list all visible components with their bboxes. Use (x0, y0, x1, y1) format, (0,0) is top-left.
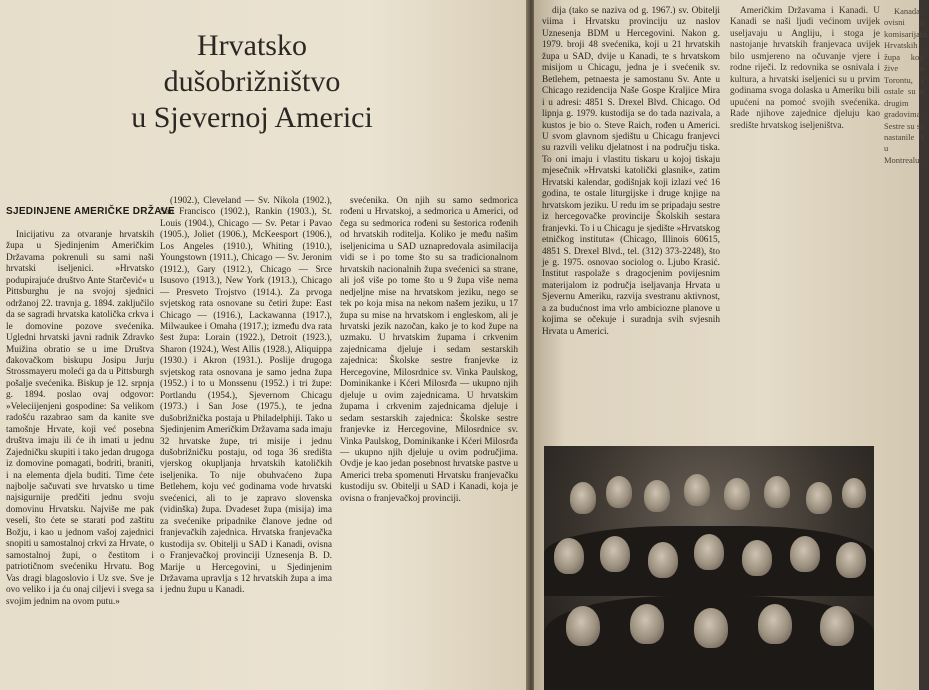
title-line-1: Hrvatsko dušobrižništvo (163, 29, 341, 99)
article-title (112, 28, 392, 136)
person-head (724, 478, 750, 510)
person-head (644, 480, 670, 512)
person-head (694, 534, 724, 570)
text-column-5 (730, 6, 880, 444)
person-head (694, 608, 728, 648)
person-head (606, 476, 632, 508)
text-column-6 (884, 6, 929, 636)
person-head (600, 536, 630, 572)
person-head (820, 606, 854, 646)
paragraph: Američkim Državama i Kanadi. U Kanadi se naši ljudi većinom uvijek useljavaju u Angliju, i stoga je nastojanje hrvatskih franjevaca uvijek bilo usmjereno na očuvanje vjere i rodne riječi. Iz redovnika se osnivala i kultura, a hrvatski iseljenici su u prvim godinama svoga dolaska u Ameriku bili upućeni na pomoć svojih svećenika. Rade njihove zajednice djeluju kao središte hrvatskog iseljeništva. (730, 6, 880, 131)
paragraph: Inicijativu za otvaranje hrvatskih župa u Sjedinjenim Američkim Državama pokrenuli su sami naši hrvatski iseljenici. »Hrvatsko podupirajuće društvo Ante Starčević« u Pittsburghu je na svojoj sjednici održanoj 22. travnja g. 1894. zaključilo da se sagradi hrvatska katolička crkva i le domovine pozove svećenika. Ugledni hrvatski javni radnik Zdravko Muižina obratio se u ime Društva đakovačkom biskupu Josipu Jurju Strossmayeru moleći ga da u Pittsburgh pošalje svećenika. Biskup je 12. srpnja g. 1894. poslao ovaj odgovor: »Veleciijenjeni gospodine: Sa velikom radošću razabrao sam da kanite sve tamošnje Hrvate, koji već posebna društva imaju ili će ih imati u jednu Zajedničku skupiti i tako jedan drugoga iz domovine pomagati, bodriti, braniti, i na elementa djela buditi. Time ćete najbolje sačuvati sve hrvatsko u time najsigurnije predčiti jednu svoju domovinu Hrvatsku. Najviše me pak veseli, što ćete se starati pod zaštitu Božju, i kao u jednom vašoj zajednici snopiti u samostalnoj crkvi za Hrvate, o samostalnoj župi, o čestitom i patriotičnom svećeniku Hrvatu. Bog Vas dragi blagoslovio i Uz sve. Sve je ovo veliko i ja ću onaj ciljevi i svega sa svojim jednim na ovom putu.» (6, 230, 154, 607)
person-head (684, 474, 710, 506)
person-head (790, 536, 820, 572)
paragraph: (1902.), Cleveland — Sv. Nikola (1902.), San Francisco (1902.), Rankin (1903.), St. Louis (1904.), Chicago — Sv. Petar i Pavao (1905.), Joliet (1906.), McKeesport (1906.), Los Angeles (1910.), Whiting (1910.), Youngstown (1911.), Chicago — Sv. Jeronim (1912.), Gary (1912.), Chicago — Srce Isusovo (1913.), New York (1913.), Chicago — Presveto Trojstvo (1914.). Za prvoga svjetskog rata osnovane su četiri župe: East Chicago — (1916.), Lackawanna (1917.), Milwaukee i Omaha (1917.); između dva rata šest župa: Lorain (1922.), Detroit (1923.), Sharon (1924.), West Allis (1928.), Aliquippa (1930.) i Akron (1931.). Poslije drugoga svjetskog rata osnovana je samo jedna župa (1952.) i to u Monssenu (1952.) i tri župe: Portlandu (1954.), Sjevernom Chicagu (1973.) i San Jose (1975.), te jedna dušobrižnička postaja u Philadelphiji. Tako u Sjedinjenim Američkim Državama sada imaju 32 hrvatske župe, tri misije i jednu dušobrižničku postaju, od toga 36 središta vjerskog okupljanja hrvatskih katoličkih iseljenika. To nije obuhvaćeno župa Betlehem, koju već godinama vode hrvatski svećenici, ali to je zapravo slovenska (vidinška) župa. Dvadeset župa (misija) ima za svećenike pripadnike članove jedne od franjevačkih zajednica. Hrvatska franjevačka kustodija sv. Obitelji u SAD i Kanadi, ovisna o Franjevačkoj provinciji Uznesenja B. D. Marije u Hercegovini, u Sjedinjenim Državama upravlja s 12 hrvatskih župa a ima i jednu župu u Kanadi. (160, 196, 332, 596)
paragraph: Kanada, ovisni o komisarijatu. Hrvatskih župa koji žive u Torontu, a ostale su u drugim gradovima. Sestre su se nastanile i u Montrealu. (884, 6, 929, 165)
person-head (648, 542, 678, 578)
person-head (742, 540, 772, 576)
paragraph: dija (tako se naziva od g. 1967.) sv. Obitelji viima i Hrvatsku provinciju uz naslov Uznesenja BDM u Hercegovini. Nakon g. 1979. broji 48 svećenika, koji u 21 hrvatskih župa u SAD, dvije u Kanadi, te s hrvatskom misijom u Chicagu, jedna je i svećenik sv. Betlehem, petnaesta je samostanu Sv. Ante u Chicago rezidencija Naše Gospe Kraljice Mira i u adresi: 4851 S. Drexel Blvd. Chicago. Od lipnja g. 1979. kustodija se do tada nazivala, a kustos je bio o. Steve Raich, rođen u Americi. U svom glavnom sjedištu u Chicagu franjevci su razvili veliku djelatnost i na području tiska. To oni imaju i vlastitu tiskaru u kojoj tiskaju mjesečnik »Hrvatski katolički glasnik«, zatim Hrvatski kalendar, godišnjak koji izlazi već 16 godina, te ostale liturgijske i druge knjige na hrvatskom jeziku. U redu im se pripadaju sestre iz hercegovačke provincije Školskih sestara franjevki. To i u Chicagu je sjedište »Hrvatskog etničkog instituta« (Chicago, Illinois 60615, 4851 S. Drexel Blvd., tel. (312) 373-2248), što je g. 1975. osnovao sociolog o. Ljubo Krasić. Institut raspolaže s dragocjenim povijesnim materijalom iz područja iseljavanja Hrvata u Sjevernu Ameriku, razvija svestranu aktivnost, a za budućnost ima vrlo ambiciozne planove u kojima se očekuje i suradnja svih svjesnih Hrvata u Americi. (542, 6, 720, 337)
person-head (758, 604, 792, 644)
text-column-1 (6, 230, 154, 688)
title-line-2: u Sjevernoj Americi (131, 101, 373, 135)
right-page (534, 0, 929, 690)
section-heading: SJEDINJENE AMERIČKE DRŽAVE (6, 206, 175, 217)
person-head (806, 482, 832, 514)
text-column-4 (542, 6, 720, 444)
person-head (842, 478, 866, 508)
person-head (554, 538, 584, 574)
text-column-3 (340, 196, 518, 688)
person-head (570, 482, 596, 514)
text-column-2 (160, 196, 332, 688)
person-head (836, 542, 866, 578)
person-head (630, 604, 664, 644)
person-head (764, 476, 790, 508)
person-head (566, 606, 600, 646)
group-photo (544, 446, 874, 690)
paragraph: svećenika. On njih su samo sedmorica rođeni u Hrvatskoj, a sedmorica u Americi, od čega su sedmorica rođeni su šestorica rođenih od hrvatskih roditelja. Koliko je među našim iseljenicima u SAD uznapredovala asimilacija vidi se i po tome što su sa tradicionalnom hrvatskih nacionalnih župa svećenici sa strane, ali još više po tome što u 9 župa više nema nedjeljne mise na hrvatskom jeziku, nego se tek po koja misa na nekom našem jeziku, u 17 župa su mise na hrvatskom i engleskom, ali je hrvatski jezik nazočan, kako je to kod župe na uzmaku. U hrvatskim župama i crkvenim zajednicama djeluje i sedam sestarskih zajednica: Školske sestre franjevke iz Hercegovine, Milosrdnice sv. Vinka Paulskog, Dominikanke i Kćeri Milosrđa — ukupno njih djeluje u ovim zajednicama. U hrvatskim župama i crkvenim zajednicama djeluje i sedam sestarskih zajednica: Školske sestre franjevke iz Hercegovine, Milosrdnice sv. Vinka Paulskog, Dominikanke i Kćeri Milosrđa — ukupno njih djeluje u ovim područjima. Ovdje je kao jedan posebnost hrvatske pastve u Americi treba spomenuti Hrvatsku franjevačku kustodiju sv. Obitelji u SAD i Kanadi, koja je ovisna o franjevačkoj provinciji. (340, 196, 518, 504)
